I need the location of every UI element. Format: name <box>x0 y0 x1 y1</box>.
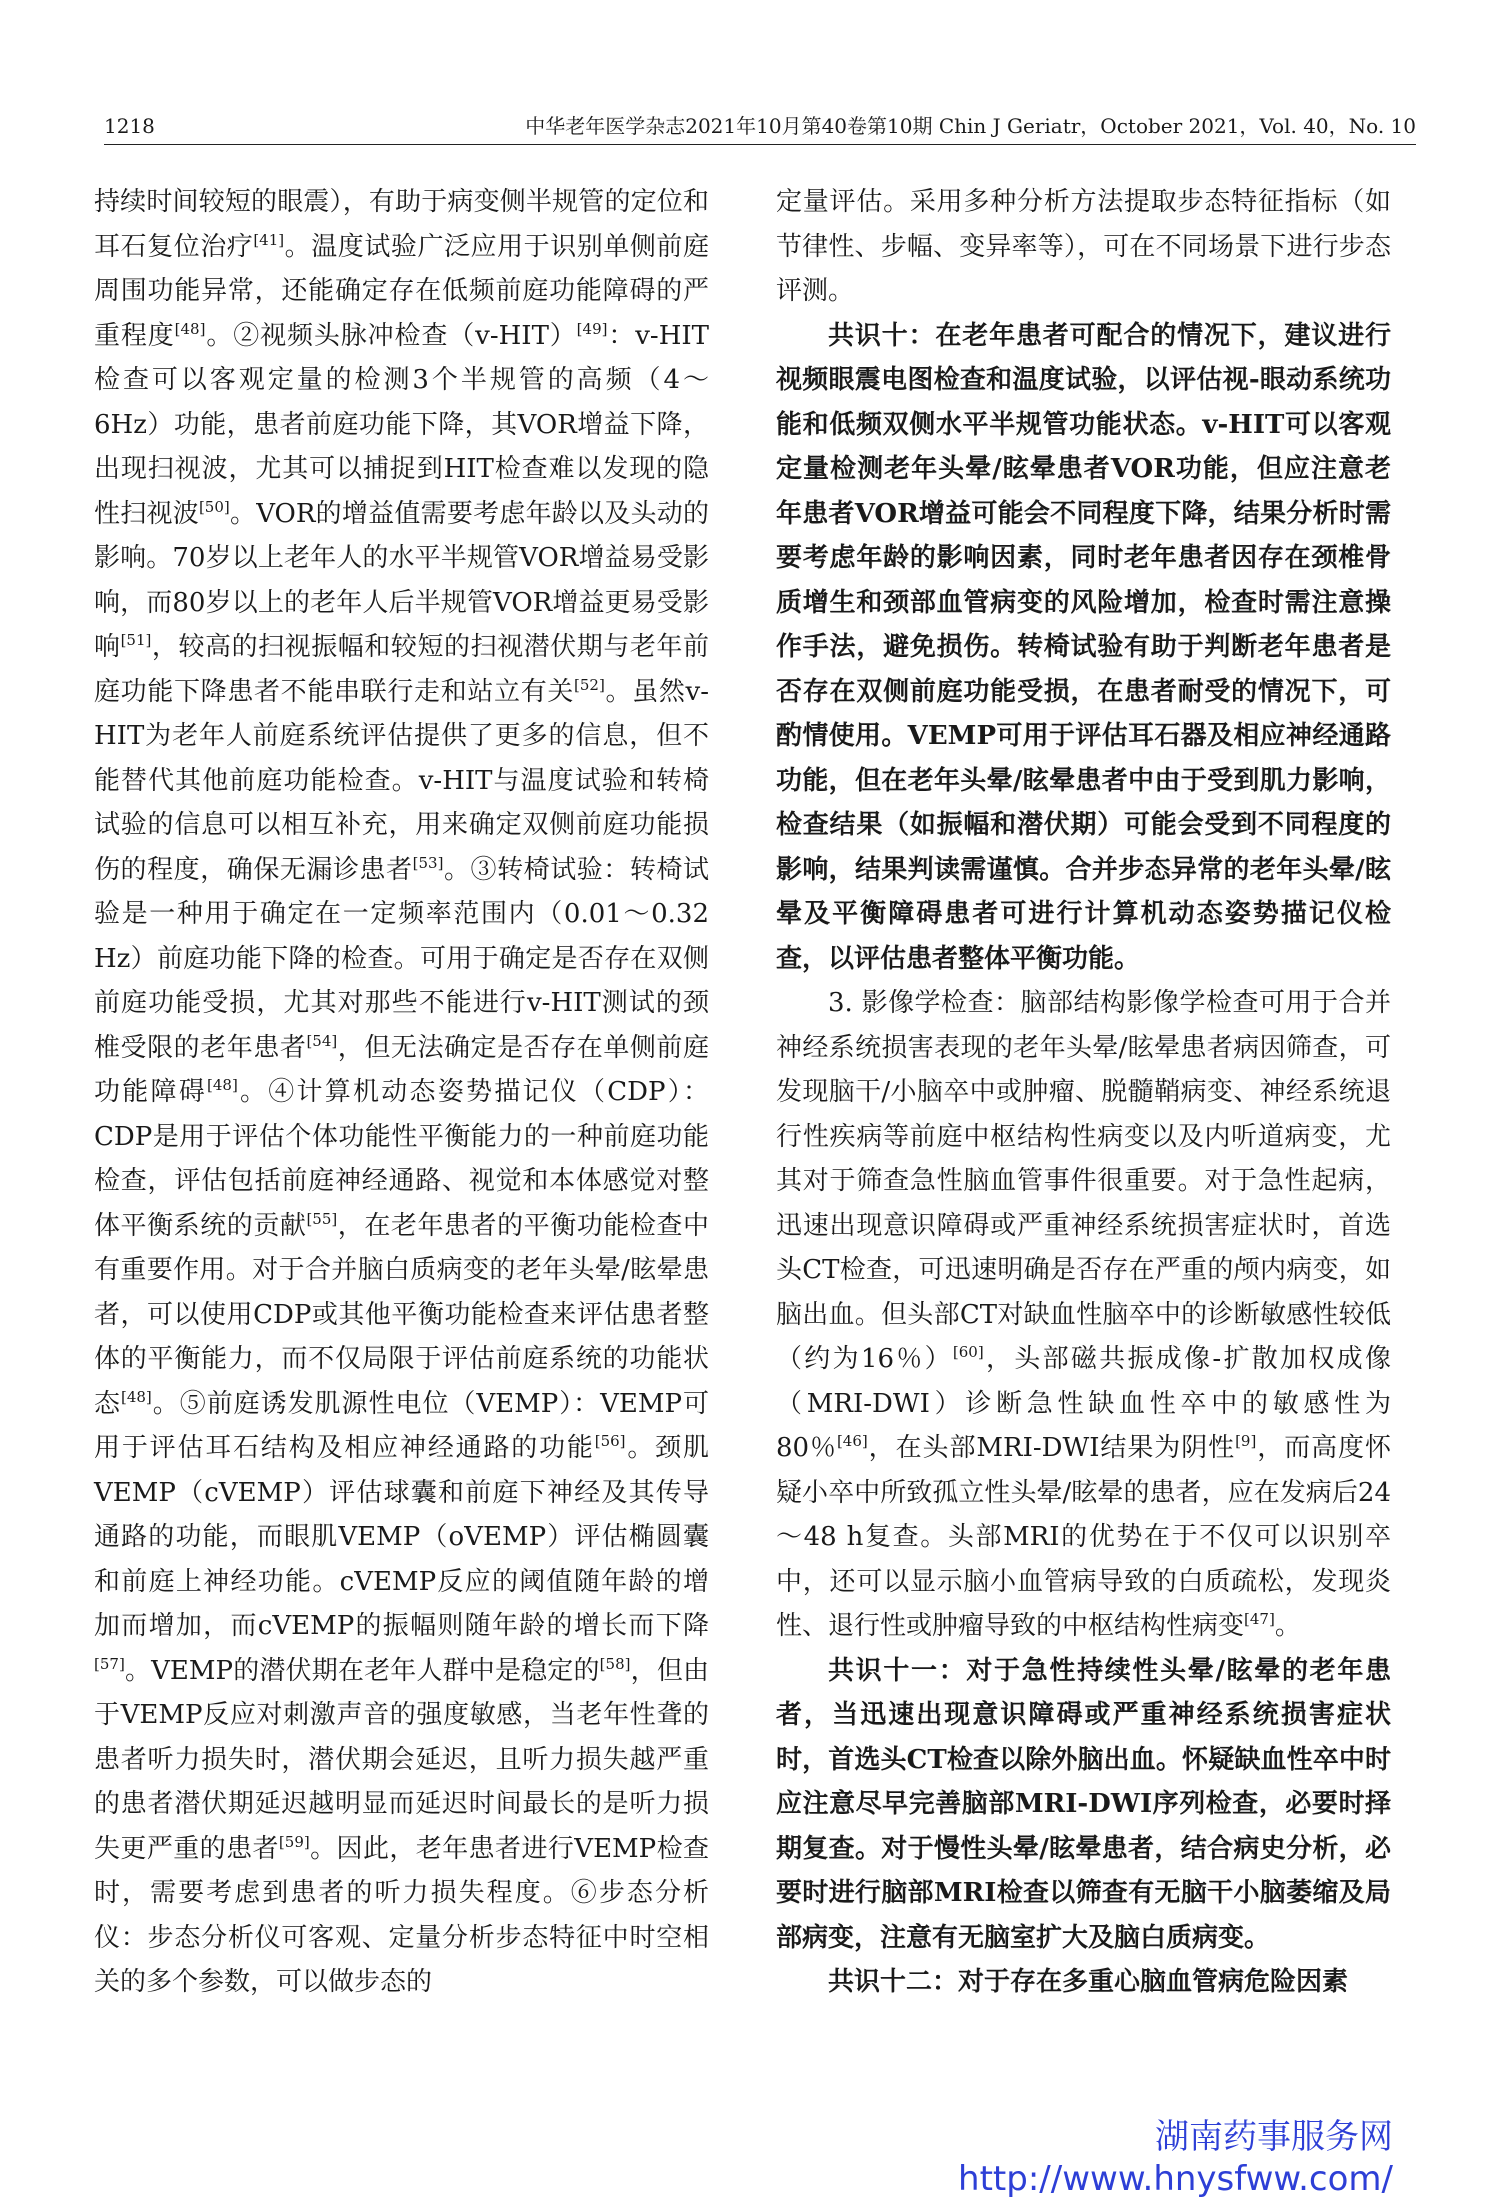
citation: [48] <box>174 319 206 338</box>
citation: [41] <box>253 230 285 249</box>
left-column <box>94 180 709 2005</box>
citation: [54] <box>306 1031 338 1050</box>
citation: [48] <box>207 1076 238 1094</box>
citation: [50] <box>198 497 230 516</box>
watermark-title: 湖南药事服务网 <box>1155 2117 1393 2157</box>
body-paragraph: 持续时间较短的眼震），有助于病变侧半规管的定位和耳石复位治疗[41]。温度试验广泛应用于识别单侧前庭周围功能异常，还能确定存在低频前庭功能障碍的严重程度[48]。②视频头脉冲检查（v-HIT）[49]：v-HIT检查可以客观定量的检测3个半规管的高频（4～6Hz）功能，患者前庭功能下降，其VOR增益下降，出现扫视波，尤其可以捕捉到HIT检查难以发现的隐性扫视波[50]。VOR的增益值需要考虑年龄以及头动的影响。70岁以上老年人的水平半规管VOR增益易受影响，而80岁以上的老年人后半规管VOR增益更易受影响[51]，较高的扫视振幅和较短的扫视潜伏期与老年前庭功能下降患者不能串联行走和站立有关[52]。虽然v-HIT为老年人前庭系统评估提供了更多的信息，但不能替代其他前庭功能检查。v-HIT与温度试验和转椅试验的信息可以相互补充，用来确定双侧前庭功能损伤的程度，确保无漏诊患者[53]。③转椅试验：转椅试验是一种用于确定在一定频率范围内（0.01～0.32 Hz）前庭功能下降的检查。可用于确定是否存在双侧前庭功能受损，尤其对那些不能进行v-HIT测试的颈椎受限的老年患者[54]，但无法确定是否存在单侧前庭功能障碍[48]。④计算机动态姿势描记仪（CDP）：CDP是用于评估个体功能性平衡能力的一种前庭功能检查，评估包括前庭神经通路、视觉和本体感觉对整体平衡系统的贡献[55]，在老年患者的平衡功能检查中有重要作用。对于合并脑白质病变的老年头晕/眩晕患者，可以使用CDP或其他平衡功能检查来评估患者整体的平衡能力，而不仅局限于评估前庭系统的功能状态[48]。⑤前庭诱发肌源性电位（VEMP）：VEMP可用于评估耳石结构及相应神经通路的功能[56]。颈肌VEMP（cVEMP）评估球囊和前庭下神经及其传导通路的功能，而眼肌VEMP（oVEMP）评估椭圆囊和前庭上神经功能。cVEMP反应的阈值随年龄的增加而增加，而cVEMP的振幅则随年龄的增长而下降[57]。VEMP的潜伏期在老年人群中是稳定的[58]，但由于VEMP反应对刺激声音的强度敏感，当老年性聋的患者听力损失时，潜伏期会延迟，且听力损失越严重的患者潜伏期延迟越明显而延迟时间最长的是听力损失更严重的患者[59]。因此，老年患者进行VEMP检查时，需要考虑到患者的听力损失程度。⑥步态分析仪：步态分析仪可客观、定量分析步态特征中时空相关的多个参数，可以做步态的 <box>94 187 709 1997</box>
body-paragraph: 定量评估。采用多种分析方法提取步态特征指标（如节律性、步幅、变异率等），可在不同场景下进行步态评测。 <box>776 187 1391 306</box>
citation: [51] <box>120 631 152 649</box>
citation: [58] <box>599 1654 631 1673</box>
citation: [48] <box>120 1387 152 1406</box>
citation: [56] <box>594 1432 626 1450</box>
imaging-paragraph: 3. 影像学检查：脑部结构影像学检查可用于合并神经系统损害表现的老年头晕/眩晕患者病因筛查，可发现脑干/小脑卒中或肿瘤、脱髓鞘病变、神经系统退行性疾病等前庭中枢结构性病变以及内听道病变，尤其对于筛查急性脑血管事件很重要。对于急性起病，迅速出现意识障碍或严重神经系统损害症状时，首选头CT检查，可迅速明确是否存在严重的颅内病变，如脑出血。但头部CT对缺血性脑卒中的诊断敏感性较低（约为16％）[60]，头部磁共振成像-扩散加权成像（MRI-DWI）诊断急性缺血性卒中的敏感性为80％[46]，在头部MRI-DWI结果为阴性[9]，而高度怀疑小卒中所致孤立性头晕/眩晕的患者，应在发病后24～48 h复查。头部MRI的优势在于不仅可以识别卒中，还可以显示脑小血管病导致的白质疏松，发现炎性、退行性或肿瘤导致的中枢结构性病变[47]。 <box>776 988 1391 1641</box>
page-header <box>104 112 1416 145</box>
citation: [9] <box>1235 1432 1257 1450</box>
page-number: 1218 <box>104 114 155 138</box>
right-column <box>776 180 1391 2005</box>
consensus-10: 共识十：在老年患者可配合的情况下，建议进行视频眼震电图检查和温度试验，以评估视-眼动系统功能和低频双侧水平半规管功能状态。v-HIT可以客观定量检测老年头晕/眩晕患者VOR功能，但应注意老年患者VOR增益可能会不同程度下降，结果分析时需要考虑年龄的影响因素，同时老年患者因存在颈椎骨质增生和颈部血管病变的风险增加，检查时需注意操作手法，避免损伤。转椅试验有助于判断老年患者是否存在双侧前庭功能受损，在患者耐受的情况下，可酌情使用。VEMP可用于评估耳石器及相应神经通路功能，但在老年头晕/眩晕患者中由于受到肌力影响，检查结果（如振幅和潜伏期）可能会受到不同程度的影响，结果判读需谨慎。合并步态异常的老年头晕/眩晕及平衡障碍患者可进行计算机动态姿势描记仪检查，以评估患者整体平衡功能。 <box>776 320 1391 974</box>
citation: [53] <box>412 853 444 872</box>
citation: [47] <box>1244 1610 1275 1628</box>
citation: [59] <box>278 1832 310 1851</box>
citation: [52] <box>574 675 605 694</box>
watermark <box>958 2116 1393 2200</box>
citation: [46] <box>836 1432 868 1450</box>
consensus-11: 共识十一：对于急性持续性头晕/眩晕的老年患者，当迅速出现意识障碍或严重神经系统损害症状时，首选头CT检查以除外脑出血。怀疑缺血性卒中时应注意尽早完善脑部MRI-DWI序列检查，必要时择期复查。对于慢性头晕/眩晕患者，结合病史分析，必要时进行脑部MRI检查以筛查有无脑干小脑萎缩及局部病变，注意有无脑室扩大及脑白质病变。 <box>776 1655 1391 1953</box>
watermark-url: http://www.hnysfww.com/ <box>958 2159 1393 2199</box>
consensus-12: 共识十二：对于存在多重心脑血管病危险因素 <box>828 1967 1349 1997</box>
citation: [55] <box>306 1209 338 1228</box>
citation: [49] <box>576 319 608 338</box>
citation: [57] <box>94 1654 125 1673</box>
running-head: 中华老年医学杂志2021年10月第40卷第10期 Chin J Geriatr，October 2021，Vol. 40，No. 10 <box>525 114 1416 138</box>
citation: [60] <box>952 1343 984 1361</box>
